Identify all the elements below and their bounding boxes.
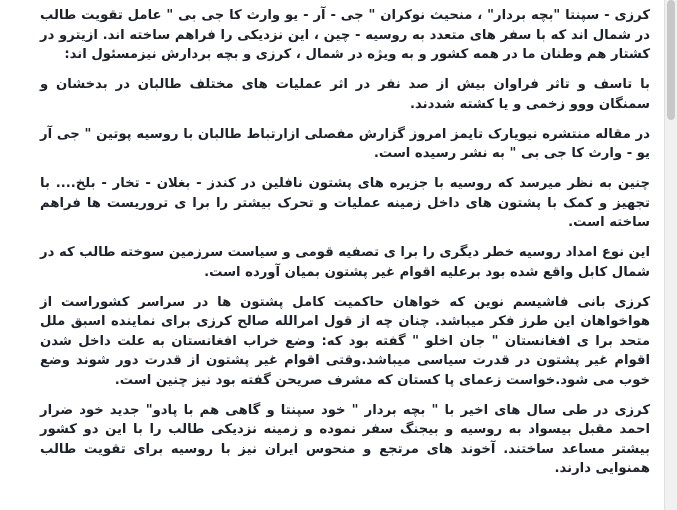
post-paragraph-2: با تاسف و تاثر فراوان بیش از صد نفر در اثر عملیات های مختلف طالبان در بدخشان و سمنگان ووو زخمی و یا کشته شددند.: [40, 77, 650, 112]
post-paragraph-6: کرزی بانی فاشیسم نوین که خواهان حاکمیت کامل پشتون ها در سراسر کشوراست از هواخواهان این طرز فکر میباشد. چنان چه از قول امرالله صالح کرزی برای نماینده اسبق ملل متحد برا ی افغانستان " جان اخلو " گفته بود که: وضع خراب افغانستان به علت داخل شدن اقوام غیر پشتون در قدرت سیاسی میباشد.وقتی اقوام غیر پشتون از قدرت دور شوند وضع خوب می شود.خواست زعمای پا کستان که مشرف صریحن گفته بود نیز چنین است.: [40, 294, 650, 388]
post-text: [40, 6, 650, 489]
scrollbar-thumb[interactable]: [667, 0, 675, 120]
post-paragraph-4: چنین به نظر میرسد که روسیه با جزیره های پشتون نافلین در کندز - بغلان - تخار - بلخ.... با تجهیز و کمک با پشتون های داخل زمینه عملیات و تحرک بیشتر را برا ی تروریست ها فراهم ساخته است.: [40, 176, 650, 230]
post-paragraph-1: کرزی - سپنتا "بچه بردار" ، منحیث نوکران " جی - آر - یو وارث کا جی بی " عامل تقویت طالب در شمال اند که با سفر های متعدد به روسیه - چین ، این نزدیکی را فراهم ساخته اند. ازیترو در کشتار هم وطنان ما در همه کشور و به ویژه در شمال ، کرزی و بچه بردارش نیزمسئول اند:: [40, 8, 650, 62]
vertical-scrollbar[interactable]: [665, 0, 677, 510]
post-paragraph-7: کرزی در طی سال های اخیر با " بچه بردار " خود سپنتا و گاهی هم با پادو" جدید خود ضرار احمد مقبل بیسواد به روسیه و بیجنگ سفر نموده و زمینه نزدیکی طالب را با این دو کشور بیشتر مساعد ساختند. آخوند های مرتجع و منحوس ایران نیز با روسیه برای تقویت طالب همنوایی دارند.: [40, 402, 650, 476]
post-paragraph-5: این نوع امداد روسیه خطر دیگری را برا ی تصفیه قومی و سیاست سرزمین سوخته طالب که در شمال کابل واقع شده بود برعلیه اقوام غیر پشتون بمیان آورده است.: [40, 245, 650, 280]
post-paragraph-3: در مقاله منتشره نیویارک تایمز امروز گزارش مفصلی ازارتباط طالبان با روسیه پوتین " جی آر یو - وارث کا جی بی " به نشر رسیده است.: [40, 126, 650, 161]
